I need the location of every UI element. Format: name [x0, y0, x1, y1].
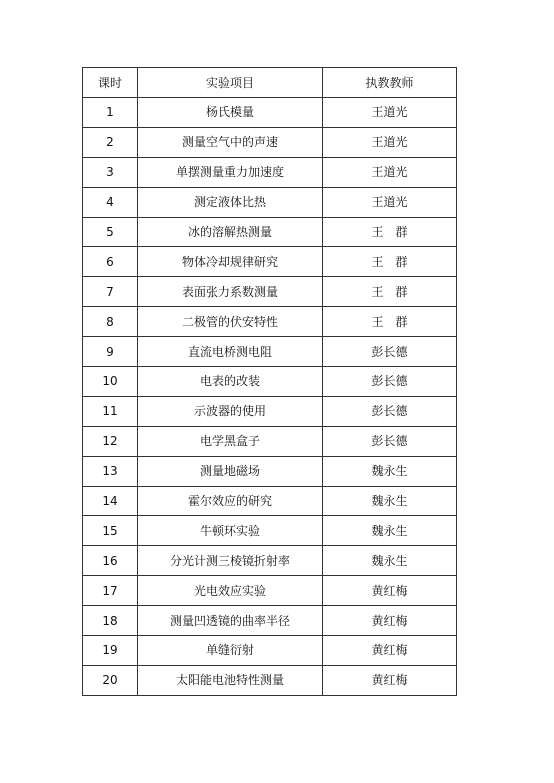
experiment-schedule-table — [82, 67, 457, 696]
experiment-cell: 示波器的使用 — [138, 396, 323, 426]
experiment-cell: 牛顿环实验 — [138, 516, 323, 546]
teacher-cell: 黄红梅 — [323, 606, 457, 636]
teacher-cell: 彭长德 — [323, 367, 457, 397]
period-cell: 12 — [83, 426, 138, 456]
period-cell: 17 — [83, 576, 138, 606]
experiment-cell: 二极管的伏安特性 — [138, 307, 323, 337]
table-row — [83, 516, 457, 546]
experiment-cell: 霍尔效应的研究 — [138, 486, 323, 516]
experiment-cell: 光电效应实验 — [138, 576, 323, 606]
table-header — [83, 68, 457, 98]
table-row — [83, 546, 457, 576]
table-row — [83, 576, 457, 606]
teacher-cell: 王道光 — [323, 98, 457, 128]
experiment-cell: 电学黑盒子 — [138, 426, 323, 456]
header-teacher: 执教教师 — [323, 68, 457, 98]
period-cell: 13 — [83, 456, 138, 486]
table-body — [83, 98, 457, 696]
table-row — [83, 337, 457, 367]
period-cell: 4 — [83, 187, 138, 217]
teacher-cell: 王 群 — [323, 307, 457, 337]
experiment-cell: 单缝衍射 — [138, 636, 323, 666]
teacher-cell: 彭长德 — [323, 337, 457, 367]
table-row — [83, 665, 457, 695]
teacher-cell: 王 群 — [323, 217, 457, 247]
period-cell: 16 — [83, 546, 138, 576]
experiment-cell: 表面张力系数测量 — [138, 277, 323, 307]
period-cell: 14 — [83, 486, 138, 516]
table-row — [83, 187, 457, 217]
period-cell: 10 — [83, 367, 138, 397]
teacher-cell: 王道光 — [323, 157, 457, 187]
period-cell: 11 — [83, 396, 138, 426]
period-cell: 15 — [83, 516, 138, 546]
teacher-cell: 王道光 — [323, 127, 457, 157]
table-row — [83, 606, 457, 636]
table-row — [83, 277, 457, 307]
experiment-cell: 测量空气中的声速 — [138, 127, 323, 157]
teacher-cell: 魏永生 — [323, 516, 457, 546]
experiment-cell: 物体冷却规律研究 — [138, 247, 323, 277]
table-row — [83, 98, 457, 128]
table-row — [83, 307, 457, 337]
experiment-cell: 直流电桥测电阻 — [138, 337, 323, 367]
period-cell: 19 — [83, 636, 138, 666]
teacher-cell: 魏永生 — [323, 486, 457, 516]
header-experiment: 实验项目 — [138, 68, 323, 98]
period-cell: 5 — [83, 217, 138, 247]
experiment-cell: 太阳能电池特性测量 — [138, 665, 323, 695]
period-cell: 2 — [83, 127, 138, 157]
teacher-cell: 黄红梅 — [323, 636, 457, 666]
experiment-cell: 测量地磁场 — [138, 456, 323, 486]
table-row — [83, 127, 457, 157]
teacher-cell: 彭长德 — [323, 426, 457, 456]
experiment-cell: 测定液体比热 — [138, 187, 323, 217]
period-cell: 20 — [83, 665, 138, 695]
table-row — [83, 396, 457, 426]
teacher-cell: 彭长德 — [323, 396, 457, 426]
table-row — [83, 367, 457, 397]
period-cell: 1 — [83, 98, 138, 128]
teacher-cell: 黄红梅 — [323, 576, 457, 606]
experiment-cell: 杨氏模量 — [138, 98, 323, 128]
experiment-cell: 冰的溶解热测量 — [138, 217, 323, 247]
table-row — [83, 486, 457, 516]
period-cell: 7 — [83, 277, 138, 307]
table-row — [83, 247, 457, 277]
period-cell: 6 — [83, 247, 138, 277]
header-row — [83, 68, 457, 98]
header-period: 课时 — [83, 68, 138, 98]
experiment-cell: 测量凹透镜的曲率半径 — [138, 606, 323, 636]
table-row — [83, 636, 457, 666]
teacher-cell: 王 群 — [323, 247, 457, 277]
teacher-cell: 王道光 — [323, 187, 457, 217]
teacher-cell: 王 群 — [323, 277, 457, 307]
period-cell: 9 — [83, 337, 138, 367]
period-cell: 3 — [83, 157, 138, 187]
teacher-cell: 黄红梅 — [323, 665, 457, 695]
experiment-cell: 分光计测三棱镜折射率 — [138, 546, 323, 576]
period-cell: 8 — [83, 307, 138, 337]
experiment-cell: 单摆测量重力加速度 — [138, 157, 323, 187]
table-row — [83, 456, 457, 486]
table-row — [83, 157, 457, 187]
teacher-cell: 魏永生 — [323, 546, 457, 576]
table-row — [83, 217, 457, 247]
experiment-cell: 电表的改装 — [138, 367, 323, 397]
period-cell: 18 — [83, 606, 138, 636]
teacher-cell: 魏永生 — [323, 456, 457, 486]
table-row — [83, 426, 457, 456]
